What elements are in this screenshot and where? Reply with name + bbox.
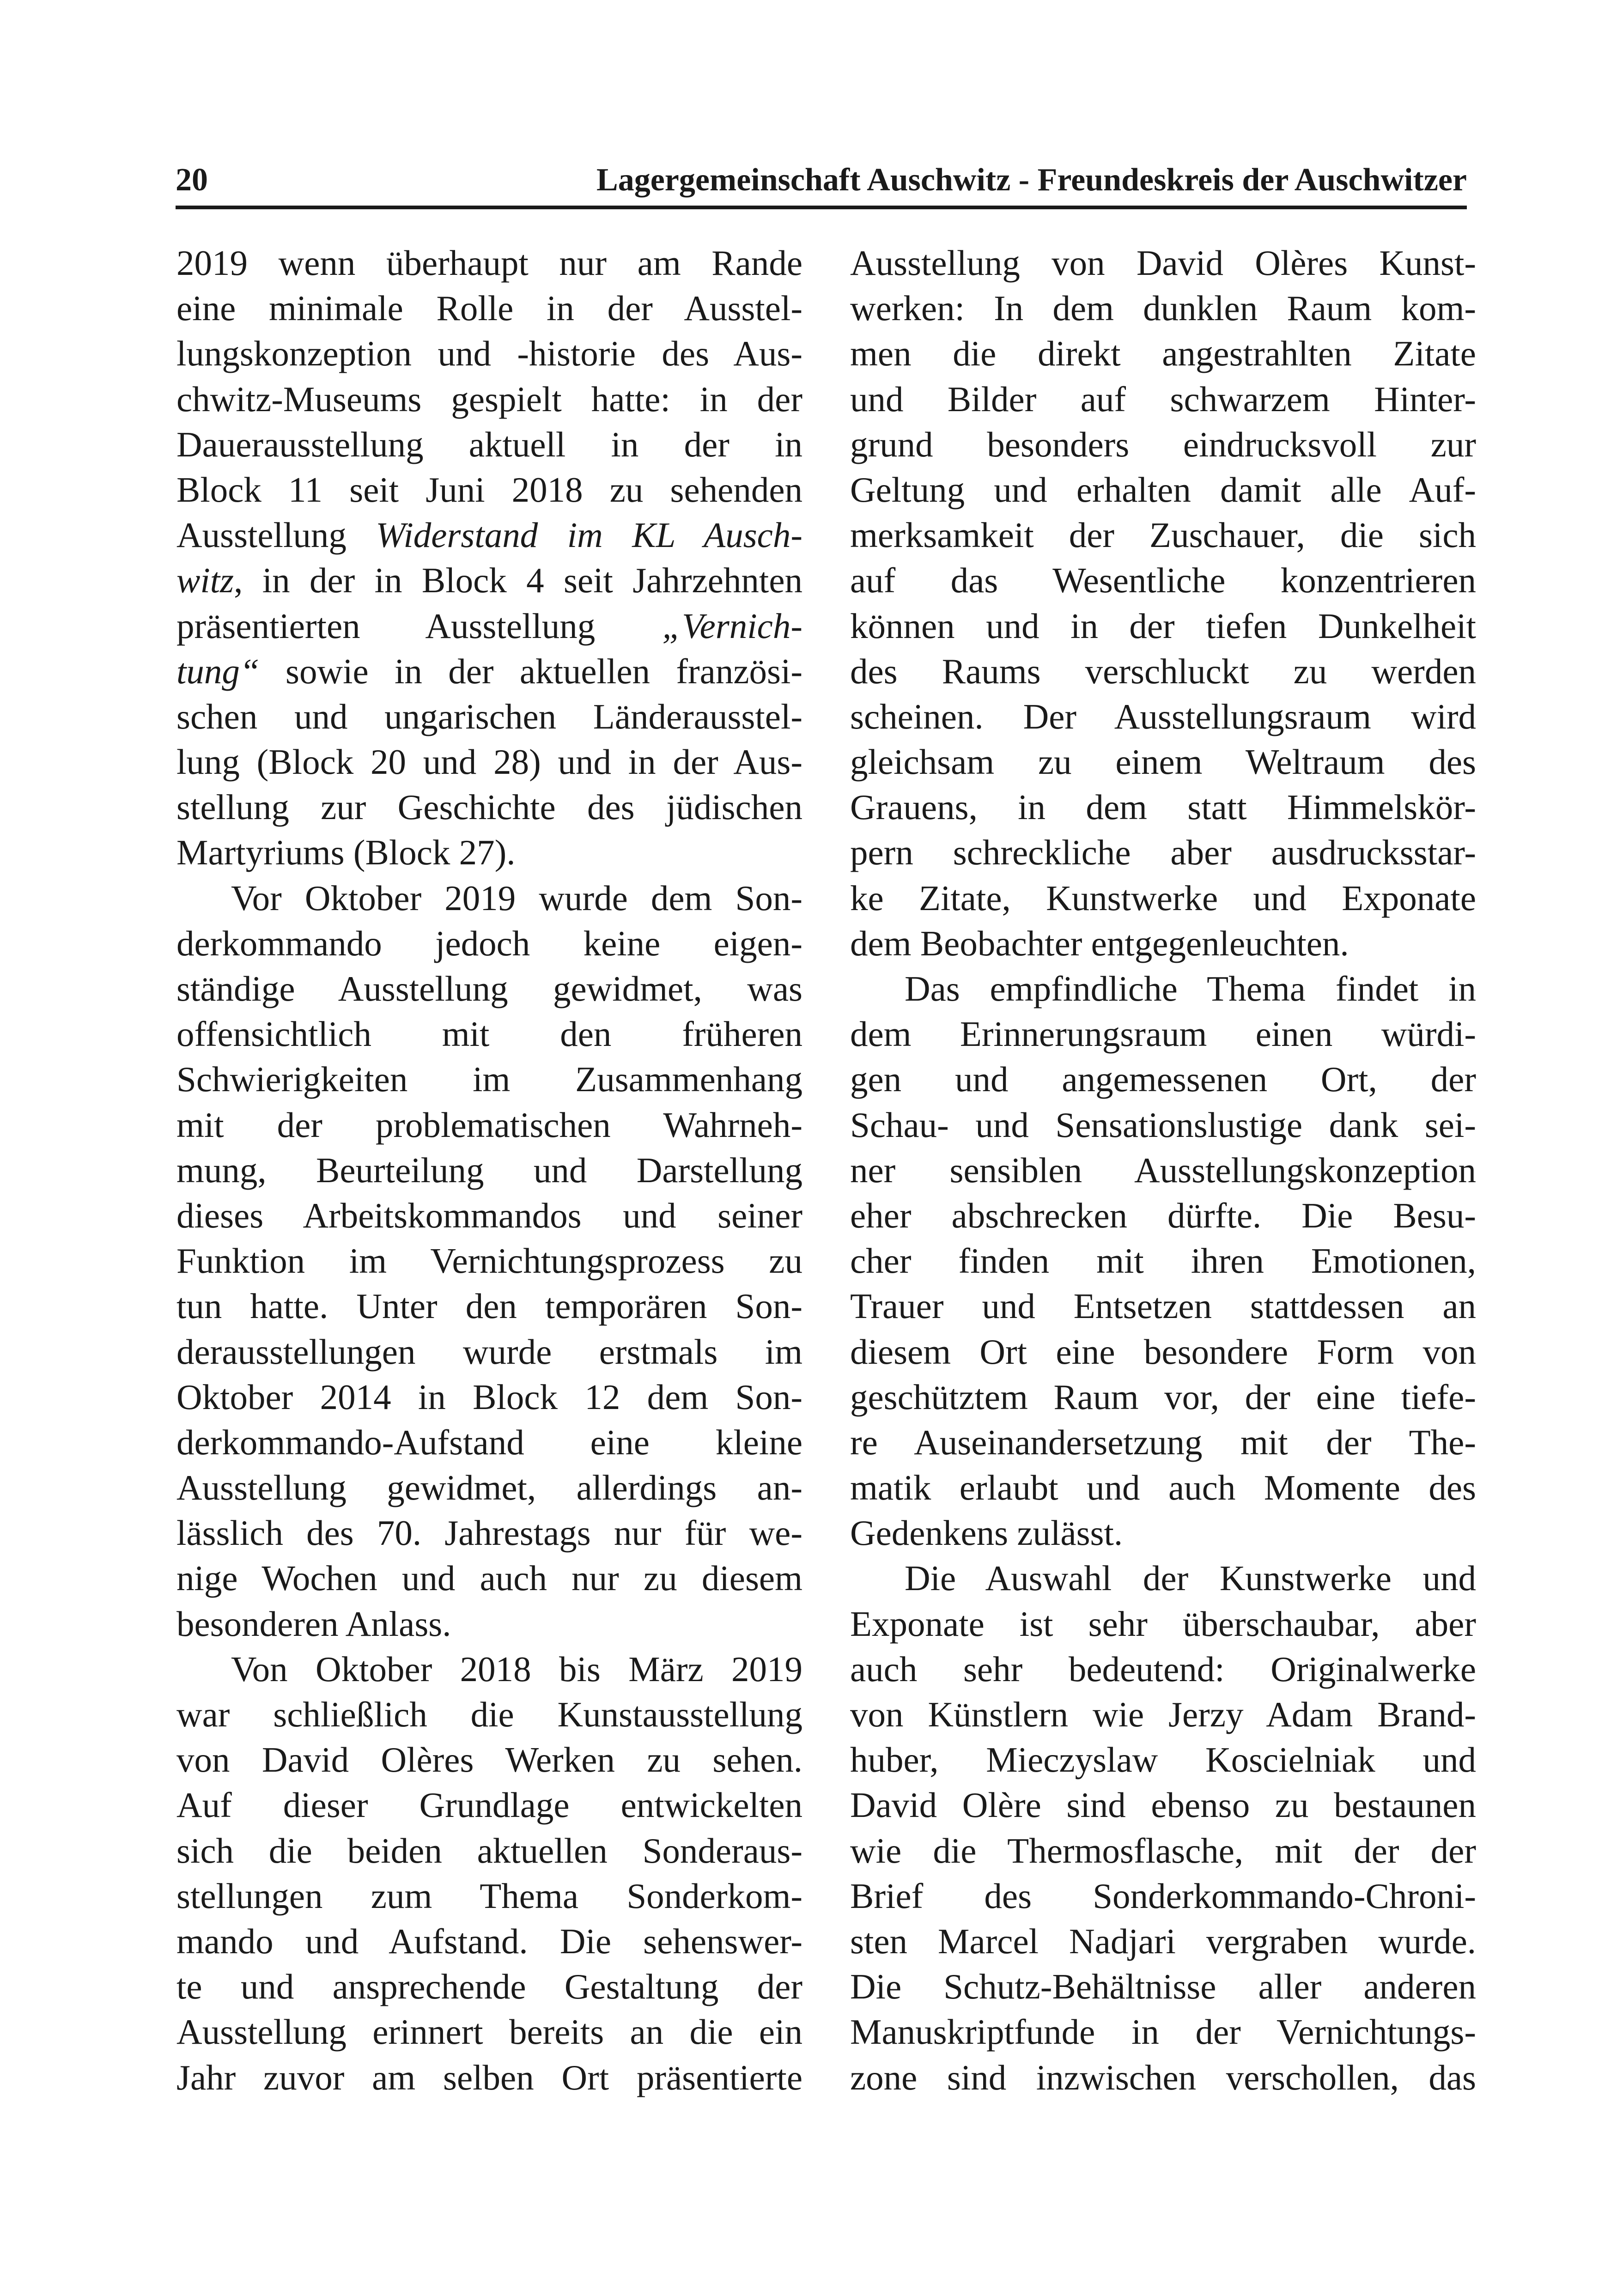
- text-line: huber, Mieczyslaw Koscielniak und: [850, 1740, 1476, 1780]
- text-line: Dauerausstellung aktuell in der in: [176, 424, 802, 464]
- text-line: gen und angemessenen Ort, der: [850, 1059, 1476, 1099]
- header-rule: [176, 206, 1467, 209]
- text-line: werken: In dem dunklen Raum kom-: [850, 288, 1476, 328]
- text-run: präsentierten Ausstellung: [176, 606, 663, 646]
- text-line: von Künstlern wie Jerzy Adam Brand-: [850, 1695, 1476, 1734]
- text-line: Gedenkens zulässt.: [850, 1513, 1123, 1553]
- exhibition-title-italic: tung“: [176, 651, 260, 691]
- page-number: 20: [176, 162, 208, 198]
- text-line: können und in der tiefen Dunkelheit: [850, 606, 1476, 646]
- text-line: Jahr zuvor am selben Ort präsentierte: [176, 2057, 802, 2097]
- text-line: wie die Thermosflasche, mit der der: [850, 1830, 1476, 1871]
- text-line: cher finden mit ihren Emotionen,: [850, 1241, 1476, 1281]
- text-line: Trauer und Entsetzen stattdessen an: [850, 1286, 1476, 1326]
- text-line: lungskonzeption und -historie des Aus-: [176, 334, 802, 374]
- text-line: dieses Arbeitskommandos und seiner: [176, 1195, 802, 1235]
- text-line: Manuskriptfunde in der Vernichtungs-: [850, 2012, 1476, 2052]
- page-header: [176, 159, 1467, 210]
- text-line: Auf dieser Grundlage entwickelten: [176, 1785, 802, 1825]
- text-line: Das empfindliche Thema findet in: [905, 969, 1476, 1008]
- text-line: war schließlich die Kunstausstellung: [176, 1695, 802, 1734]
- text-line: ständige Ausstellung gewidmet, was: [176, 969, 802, 1008]
- text-line: ke Zitate, Kunstwerke und Exponate: [850, 878, 1476, 918]
- text-line: derkommando-Aufstand eine kleine: [176, 1422, 802, 1462]
- exhibition-title-italic: witz: [176, 560, 234, 601]
- text-line: zone sind inzwischen verschollen, das: [850, 2057, 1476, 2097]
- text-line: David Olère sind ebenso zu bestaunen: [850, 1785, 1476, 1825]
- text-line: Grauens, in dem statt Himmelskör-: [850, 787, 1476, 827]
- right-column: [850, 240, 1476, 2100]
- text-line: Block 11 seit Juni 2018 zu sehenden: [176, 469, 802, 510]
- text-line: [176, 603, 802, 649]
- text-line: Schau- und Sensationslustige dank sei-: [850, 1105, 1476, 1145]
- text-line: matik erlaubt und auch Momente des: [850, 1468, 1476, 1508]
- text-line: sich die beiden aktuellen Sonderaus-: [176, 1830, 802, 1871]
- text-run: Ausstellung: [176, 515, 376, 555]
- text-line: te und ansprechende Gestaltung der: [176, 1967, 802, 2007]
- right-paragraph-2: [850, 966, 1476, 1555]
- text-line: dem Erinnerungsraum einen würdi-: [850, 1014, 1476, 1054]
- text-line: grund besonders eindrucksvoll zur: [850, 424, 1476, 464]
- text-line: Die Auswahl der Kunstwerke und: [905, 1558, 1476, 1598]
- text-line: und Bilder auf schwarzem Hinter-: [850, 379, 1476, 419]
- text-line: des Raums verschluckt zu werden: [850, 651, 1476, 691]
- right-paragraph-3: [850, 1555, 1476, 2100]
- text-line: mung, Beurteilung und Darstellung: [176, 1150, 802, 1190]
- text-line: Oktober 2014 in Block 12 dem Son-: [176, 1377, 802, 1417]
- text-line: auf das Wesentliche konzentrieren: [850, 560, 1476, 601]
- text-line: Ausstellung erinnert bereits an die ein: [176, 2012, 802, 2052]
- text-line: Geltung und erhalten damit alle Auf-: [850, 469, 1476, 510]
- text-run: sowie in der aktuellen französi-: [259, 651, 802, 691]
- text-line: nige Wochen und auch nur zu diesem: [176, 1558, 802, 1598]
- text-line: derkommando jedoch keine eigen-: [176, 923, 802, 963]
- text-line: mit der problematischen Wahrneh-: [176, 1105, 802, 1145]
- text-line: merksamkeit der Zuschauer, die sich: [850, 515, 1476, 555]
- text-line: dem Beobachter entgegenleuchten.: [850, 923, 1349, 963]
- text-line: lässlich des 70. Jahrestags nur für we-: [176, 1513, 802, 1553]
- text-line: pern schreckliche aber ausdrucksstar-: [850, 832, 1476, 873]
- text-line: 2019 wenn überhaupt nur am Rande: [176, 243, 802, 283]
- text-line: Die Schutz-Behältnisse aller anderen: [850, 1967, 1476, 2007]
- text-line: stellungen zum Thema Sonderkom-: [176, 1876, 802, 1916]
- text-line: scheinen. Der Ausstellungsraum wird: [850, 696, 1476, 736]
- text-line: schen und ungarischen Länderausstel-: [176, 696, 802, 736]
- text-line: auch sehr bedeutend: Originalwerke: [850, 1649, 1476, 1689]
- text-line: offensichtlich mit den früheren: [176, 1014, 802, 1054]
- running-title: Lagergemeinschaft Auschwitz - Freundeskreis der Auschwitzer: [596, 162, 1467, 198]
- text-line: ner sensiblen Ausstellungskonzeption: [850, 1150, 1476, 1190]
- text-line: tun hatte. Unter den temporären Son-: [176, 1286, 802, 1326]
- text-line: Vor Oktober 2019 wurde dem Son-: [231, 878, 802, 918]
- text-line: Ausstellung von David Olères Kunst-: [850, 243, 1476, 283]
- text-line: mando und Aufstand. Die sehenswer-: [176, 1921, 802, 1961]
- text-line: derausstellungen wurde erstmals im: [176, 1331, 802, 1372]
- text-line: [176, 512, 802, 558]
- text-line: Ausstellung gewidmet, allerdings an-: [176, 1468, 802, 1508]
- text-line: sten Marcel Nadjari vergraben wurde.: [850, 1921, 1476, 1961]
- exhibition-title-italic: Widerstand im KL Ausch-: [376, 515, 802, 555]
- text-line: geschütztem Raum vor, der eine tiefe-: [850, 1377, 1476, 1417]
- text-line: von David Olères Werken zu sehen.: [176, 1740, 802, 1780]
- text-line: besonderen Anlass.: [176, 1604, 451, 1644]
- text-line: Exponate ist sehr überschaubar, aber: [850, 1604, 1476, 1644]
- text-line: chwitz-Museums gespielt hatte: in der: [176, 379, 802, 419]
- text-run: , in der in Block 4 seit Jahrzehnten: [234, 560, 802, 601]
- text-line: Funktion im Vernichtungsprozess zu: [176, 1241, 802, 1281]
- left-paragraph-2: [176, 875, 802, 1646]
- left-paragraph-3: [176, 1646, 802, 2100]
- right-paragraph-1: [850, 240, 1476, 966]
- text-line: eine minimale Rolle in der Ausstel-: [176, 288, 802, 328]
- text-line: Schwierigkeiten im Zusammenhang: [176, 1059, 802, 1099]
- text-line: eher abschrecken dürfte. Die Besu-: [850, 1195, 1476, 1235]
- text-line: re Auseinandersetzung mit der The-: [850, 1422, 1476, 1462]
- text-line: [176, 558, 802, 603]
- text-line: Martyriums (Block 27).: [176, 832, 516, 873]
- text-line: gleichsam zu einem Weltraum des: [850, 742, 1476, 782]
- text-line: [176, 649, 802, 694]
- text-line: stellung zur Geschichte des jüdischen: [176, 787, 802, 827]
- text-line: lung (Block 20 und 28) und in der Aus-: [176, 742, 802, 782]
- exhibition-title-italic: „Vernich-: [662, 606, 802, 646]
- left-column: [176, 240, 802, 2100]
- left-paragraph-1: [176, 240, 802, 875]
- text-line: diesem Ort eine besondere Form von: [850, 1331, 1476, 1372]
- text-line: Von Oktober 2018 bis März 2019: [231, 1649, 802, 1689]
- text-line: men die direkt angestrahlten Zitate: [850, 334, 1476, 374]
- text-line: Brief des Sonderkommando-Chroni-: [850, 1876, 1476, 1916]
